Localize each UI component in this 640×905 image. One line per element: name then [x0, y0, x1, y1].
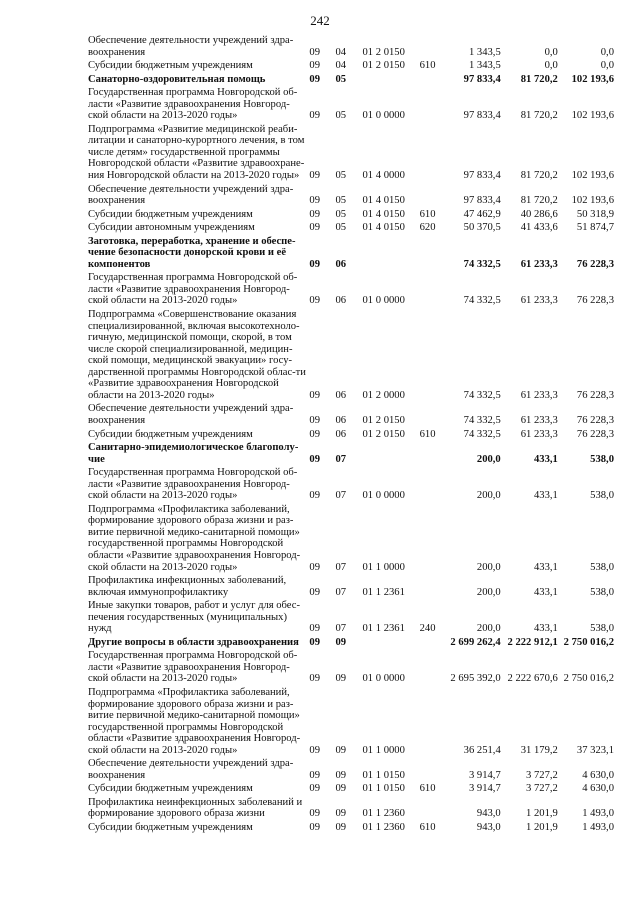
- expense-type-code: 240: [419, 623, 436, 635]
- table-row: [88, 87, 614, 124]
- value-year-1: 74 332,5: [463, 295, 501, 307]
- value-year-1: 97 833,4: [463, 110, 501, 122]
- table-row: [88, 429, 614, 443]
- table-row: [88, 124, 614, 184]
- target-article-code: 01 0 0000: [362, 110, 405, 122]
- section-code: 09: [309, 586, 320, 598]
- value-year-3: 2 750 016,2: [563, 636, 614, 648]
- expense-type-code: 610: [419, 208, 436, 220]
- expense-type-code: [420, 442, 441, 467]
- value-year-2: 433,1: [533, 490, 558, 502]
- subsection-code: 04: [335, 60, 347, 72]
- value-year-3: 102 193,6: [571, 110, 614, 122]
- row-name: Субсидии бюджетным учреждениям: [88, 822, 253, 833]
- subsection-code: 05: [335, 195, 347, 207]
- subsection-code: 05: [335, 208, 347, 220]
- section-code: 09: [309, 623, 320, 635]
- value-year-2: 433,1: [533, 586, 558, 598]
- section-code: 09: [309, 490, 320, 502]
- target-article-code: 01 2 0150: [362, 60, 405, 72]
- expense-type-code: [420, 758, 441, 783]
- table-row: [88, 309, 614, 403]
- table-row: [88, 687, 614, 758]
- expense-type-code: [420, 309, 441, 403]
- row-name: Субсидии бюджетным учреждениям: [88, 60, 253, 72]
- target-article-code: 01 1 2361: [362, 623, 405, 635]
- target-article-code: 01 0 0000: [362, 673, 405, 685]
- value-year-1: 97 833,4: [463, 170, 501, 182]
- section-code: 09: [309, 208, 320, 220]
- table-row: [88, 783, 614, 797]
- target-article-code: 01 1 0000: [362, 744, 405, 756]
- target-article-code: 01 2 0000: [362, 389, 405, 401]
- value-year-2: 31 179,2: [520, 744, 558, 756]
- section-code: 09: [309, 222, 320, 234]
- subsection-code: 05: [335, 73, 347, 85]
- table-row: [88, 650, 614, 687]
- row-name: Подпрограмма «Профилактика заболеваний, формирование здорового образа жизни и раз-витие первичной медико-санитарной помощи» государственной программы Новгородской области «Развитие здравоохранения Новгород-ской области на 2013-2020 годы»: [88, 503, 301, 573]
- table-row: [88, 797, 614, 822]
- section-code: 09: [309, 110, 320, 122]
- row-name: Профилактика неинфекционных заболеваний и формирование здорового образа жизни: [88, 796, 303, 820]
- table-row: [88, 403, 614, 428]
- value-year-1: 1 343,5: [468, 46, 501, 58]
- subsection-code: 05: [335, 222, 347, 234]
- row-name: Субсидии бюджетным учреждениям: [88, 428, 253, 440]
- value-year-3: 76 228,3: [576, 389, 614, 401]
- subsection-code: 06: [335, 414, 347, 426]
- table-row: [88, 758, 614, 783]
- target-article-code: 01 1 2360: [362, 822, 405, 833]
- section-code: 09: [309, 769, 320, 781]
- value-year-2: 1 201,9: [526, 808, 558, 820]
- row-name: Подпрограмма «Развитие медицинской реаби-литации и санаторно-курортного лечения, в том числе детям» государственной программы Новгородской области «Развитие здравоохране-ния Новгородской области на 2013-2020 годы»: [88, 123, 305, 182]
- section-code: 09: [309, 170, 320, 182]
- expense-type-code: 610: [419, 428, 436, 440]
- subsection-code: 07: [335, 561, 347, 573]
- row-name: Субсидии автономным учреждениям: [88, 222, 255, 234]
- row-name: Обеспечение деятельности учреждений здра-воохранения: [88, 403, 294, 426]
- budget-table-body: [88, 35, 614, 836]
- value-year-2: 61 233,3: [520, 428, 558, 440]
- target-article-code: 01 4 0150: [362, 222, 405, 234]
- budget-table: [88, 35, 614, 836]
- target-article-code: [363, 74, 420, 88]
- table-row: [88, 575, 614, 600]
- subsection-code: 09: [335, 744, 347, 756]
- target-article-code: 01 4 0150: [362, 208, 405, 220]
- subsection-code: 06: [335, 258, 347, 270]
- value-year-1: 200,0: [476, 623, 501, 635]
- subsection-code: 07: [335, 490, 347, 502]
- value-year-3: 76 228,3: [576, 258, 614, 270]
- expense-type-code: [420, 87, 441, 124]
- value-year-2: 61 233,3: [520, 295, 558, 307]
- value-year-3: 1 493,0: [582, 822, 614, 833]
- section-code: 09: [309, 60, 320, 72]
- row-name: Санитарно-эпидемиологическое благополу-чие: [88, 442, 299, 465]
- value-year-3: 76 228,3: [576, 295, 614, 307]
- row-name: Государственная программа Новгородской об-ласти «Развитие здравоохранения Новгород-ской области на 2013-2020 годы»: [88, 467, 298, 502]
- target-article-code: 01 4 0150: [362, 195, 405, 207]
- row-name: Субсидии бюджетным учреждениям: [88, 783, 253, 795]
- value-year-1: 2 695 392,0: [450, 673, 501, 685]
- value-year-2: 2 222 912,1: [507, 636, 558, 648]
- expense-type-code: [420, 272, 441, 309]
- page-number: 242: [310, 13, 330, 28]
- section-code: 09: [309, 561, 320, 573]
- value-year-2: 41 433,6: [520, 222, 558, 234]
- subsection-code: 09: [335, 783, 347, 795]
- value-year-1: 3 914,7: [468, 769, 501, 781]
- expense-type-code: [420, 797, 441, 822]
- table-row: [88, 637, 614, 651]
- target-article-code: 01 2 0150: [362, 414, 405, 426]
- value-year-3: 37 323,1: [576, 744, 614, 756]
- value-year-2: 433,1: [533, 623, 558, 635]
- row-name: Субсидии бюджетным учреждениям: [88, 208, 253, 220]
- row-name: Санаторно-оздоровительная помощь: [88, 73, 266, 85]
- section-code: 09: [309, 453, 320, 465]
- expense-type-code: [420, 184, 441, 209]
- row-name: Государственная программа Новгородской об-ласти «Развитие здравоохранения Новгород-ской области на 2013-2020 годы»: [88, 272, 298, 307]
- section-code: 09: [309, 258, 320, 270]
- target-article-code: 01 1 2360: [362, 808, 405, 820]
- value-year-1: 50 370,5: [463, 222, 501, 234]
- target-article-code: 01 1 0150: [362, 783, 405, 795]
- row-name: Обеспечение деятельности учреждений здра-воохранения: [88, 758, 294, 781]
- section-code: 09: [309, 73, 320, 85]
- subsection-code: 06: [335, 428, 347, 440]
- row-name: Иные закупки товаров, работ и услуг для обес-печения государственных (муниципальных) нужд: [88, 600, 301, 635]
- value-year-2: 81 720,2: [520, 73, 558, 85]
- value-year-1: 97 833,4: [463, 73, 501, 85]
- expense-type-code: 610: [419, 822, 436, 833]
- value-year-3: 538,0: [590, 490, 614, 502]
- expense-type-code: 620: [419, 222, 436, 234]
- row-name: Государственная программа Новгородской об-ласти «Развитие здравоохранения Новгород-ской области на 2013-2020 годы»: [88, 87, 298, 122]
- value-year-3: 538,0: [590, 586, 614, 598]
- target-article-code: [363, 442, 420, 467]
- value-year-2: 2 222 670,6: [507, 673, 558, 685]
- target-article-code: 01 0 0000: [362, 295, 405, 307]
- table-row: [88, 60, 614, 74]
- value-year-2: 0,0: [544, 60, 558, 72]
- subsection-code: 07: [335, 586, 347, 598]
- expense-type-code: [420, 504, 441, 575]
- expense-type-code: [420, 403, 441, 428]
- value-year-1: 943,0: [476, 822, 501, 833]
- value-year-3: 538,0: [590, 623, 614, 635]
- row-name: Заготовка, переработка, хранение и обеспе-чение безопасности донорской крови и её компонентов: [88, 235, 296, 270]
- expense-type-code: [420, 74, 441, 88]
- table-row: [88, 35, 614, 60]
- expense-type-code: [420, 236, 441, 273]
- target-article-code: 01 0 0000: [362, 490, 405, 502]
- value-year-2: 433,1: [533, 453, 558, 465]
- subsection-code: 06: [335, 389, 347, 401]
- value-year-2: 81 720,2: [520, 110, 558, 122]
- value-year-3: 102 193,6: [571, 170, 614, 182]
- table-row: [88, 222, 614, 236]
- section-code: 09: [309, 195, 320, 207]
- value-year-1: 97 833,4: [463, 195, 501, 207]
- value-year-1: 200,0: [476, 453, 501, 465]
- value-year-3: 0,0: [600, 60, 614, 72]
- table-row: [88, 467, 614, 504]
- value-year-1: 1 343,5: [468, 60, 501, 72]
- table-row: [88, 822, 614, 836]
- section-code: 09: [309, 46, 320, 58]
- subsection-code: 09: [335, 822, 347, 833]
- value-year-2: 61 233,3: [520, 414, 558, 426]
- value-year-3: 102 193,6: [571, 195, 614, 207]
- target-article-code: 01 1 2361: [362, 586, 405, 598]
- subsection-code: 07: [335, 453, 347, 465]
- subsection-code: 09: [335, 808, 347, 820]
- section-code: 09: [309, 389, 320, 401]
- section-code: 09: [309, 808, 320, 820]
- row-name: Профилактика инфекционных заболеваний, включая иммунопрофилактику: [88, 575, 287, 598]
- table-row: [88, 236, 614, 273]
- section-code: 09: [309, 783, 320, 795]
- section-code: 09: [309, 428, 320, 440]
- value-year-1: 200,0: [476, 586, 501, 598]
- row-name: Обеспечение деятельности учреждений здра-воохранения: [88, 183, 294, 207]
- value-year-2: 40 286,6: [520, 208, 558, 220]
- value-year-1: 3 914,7: [468, 783, 501, 795]
- value-year-1: 200,0: [476, 490, 501, 502]
- value-year-1: 943,0: [476, 808, 501, 820]
- subsection-code: 09: [335, 673, 347, 685]
- value-year-2: 81 720,2: [520, 170, 558, 182]
- expense-type-code: [420, 650, 441, 687]
- value-year-1: 47 462,9: [463, 208, 501, 220]
- subsection-code: 09: [335, 636, 347, 648]
- row-name: Государственная программа Новгородской об-ласти «Развитие здравоохранения Новгород-ской области на 2013-2020 годы»: [88, 650, 298, 685]
- expense-type-code: [420, 575, 441, 600]
- value-year-3: 50 318,9: [576, 208, 614, 220]
- value-year-2: 61 233,3: [520, 389, 558, 401]
- row-name: Обеспечение деятельности учреждений здра-воохранения: [88, 35, 294, 58]
- table-row: [88, 504, 614, 575]
- expense-type-code: [420, 35, 441, 60]
- target-article-code: [363, 236, 420, 273]
- value-year-3: 0,0: [600, 46, 614, 58]
- value-year-2: 3 727,2: [526, 769, 558, 781]
- value-year-3: 2 750 016,2: [563, 673, 614, 685]
- target-article-code: 01 2 0150: [362, 428, 405, 440]
- value-year-1: 74 332,5: [463, 258, 501, 270]
- section-code: 09: [309, 414, 320, 426]
- value-year-1: 74 332,5: [463, 389, 501, 401]
- row-name: Подпрограмма «Профилактика заболеваний, формирование здорового образа жизни и раз-витие первичной медико-санитарной помощи» государственной программы Новгородской области «Развитие здравоохранения Новгород-ской области на 2013-2020 годы»: [88, 686, 301, 756]
- subsection-code: 05: [335, 170, 347, 182]
- value-year-3: 538,0: [590, 453, 614, 465]
- section-code: 09: [309, 295, 320, 307]
- value-year-2: 81 720,2: [520, 195, 558, 207]
- value-year-1: 36 251,4: [463, 744, 501, 756]
- value-year-1: 74 332,5: [463, 414, 501, 426]
- expense-type-code: [420, 637, 441, 651]
- target-article-code: 01 1 0150: [362, 769, 405, 781]
- value-year-3: 76 228,3: [576, 428, 614, 440]
- expense-type-code: 610: [419, 783, 436, 795]
- target-article-code: 01 2 0150: [362, 46, 405, 58]
- value-year-3: 51 874,7: [576, 222, 614, 234]
- section-code: 09: [309, 636, 320, 648]
- value-year-1: 74 332,5: [463, 428, 501, 440]
- section-code: 09: [309, 822, 320, 833]
- value-year-3: 538,0: [590, 561, 614, 573]
- target-article-code: 01 4 0000: [362, 170, 405, 182]
- value-year-3: 4 630,0: [582, 769, 614, 781]
- value-year-3: 76 228,3: [576, 414, 614, 426]
- target-article-code: 01 1 0000: [362, 561, 405, 573]
- value-year-3: 1 493,0: [582, 808, 614, 820]
- table-row: [88, 184, 614, 209]
- value-year-2: 1 201,9: [526, 822, 558, 833]
- expense-type-code: [420, 124, 441, 184]
- expense-type-code: [420, 467, 441, 504]
- value-year-1: 2 699 262,4: [450, 636, 501, 648]
- table-row: [88, 442, 614, 467]
- subsection-code: 09: [335, 769, 347, 781]
- expense-type-code: [420, 687, 441, 758]
- subsection-code: 07: [335, 623, 347, 635]
- value-year-2: 61 233,3: [520, 258, 558, 270]
- table-row: [88, 74, 614, 88]
- target-article-code: [363, 637, 420, 651]
- subsection-code: 04: [335, 46, 347, 58]
- table-row: [88, 209, 614, 223]
- value-year-3: 102 193,6: [571, 73, 614, 85]
- subsection-code: 06: [335, 295, 347, 307]
- value-year-1: 200,0: [476, 561, 501, 573]
- subsection-code: 05: [335, 110, 347, 122]
- section-code: 09: [309, 673, 320, 685]
- expense-type-code: 610: [419, 60, 436, 72]
- value-year-2: 0,0: [544, 46, 558, 58]
- row-name: Другие вопросы в области здравоохранения: [88, 636, 299, 648]
- row-name: Подпрограмма «Совершенствование оказания специализированной, включая высокотехноло-гичную, медицинской помощи, скорой, в том числе скорой специализированной, медицин-ской помощи, медицинской эвакуации» госу-дарственной программы Новгородской облас-ти «Развитие здравоохранения Новгородской области на 2013-2020 годы»: [88, 309, 306, 401]
- section-code: 09: [309, 744, 320, 756]
- value-year-2: 433,1: [533, 561, 558, 573]
- value-year-3: 4 630,0: [582, 783, 614, 795]
- value-year-2: 3 727,2: [526, 783, 558, 795]
- table-row: [88, 600, 614, 637]
- table-row: [88, 272, 614, 309]
